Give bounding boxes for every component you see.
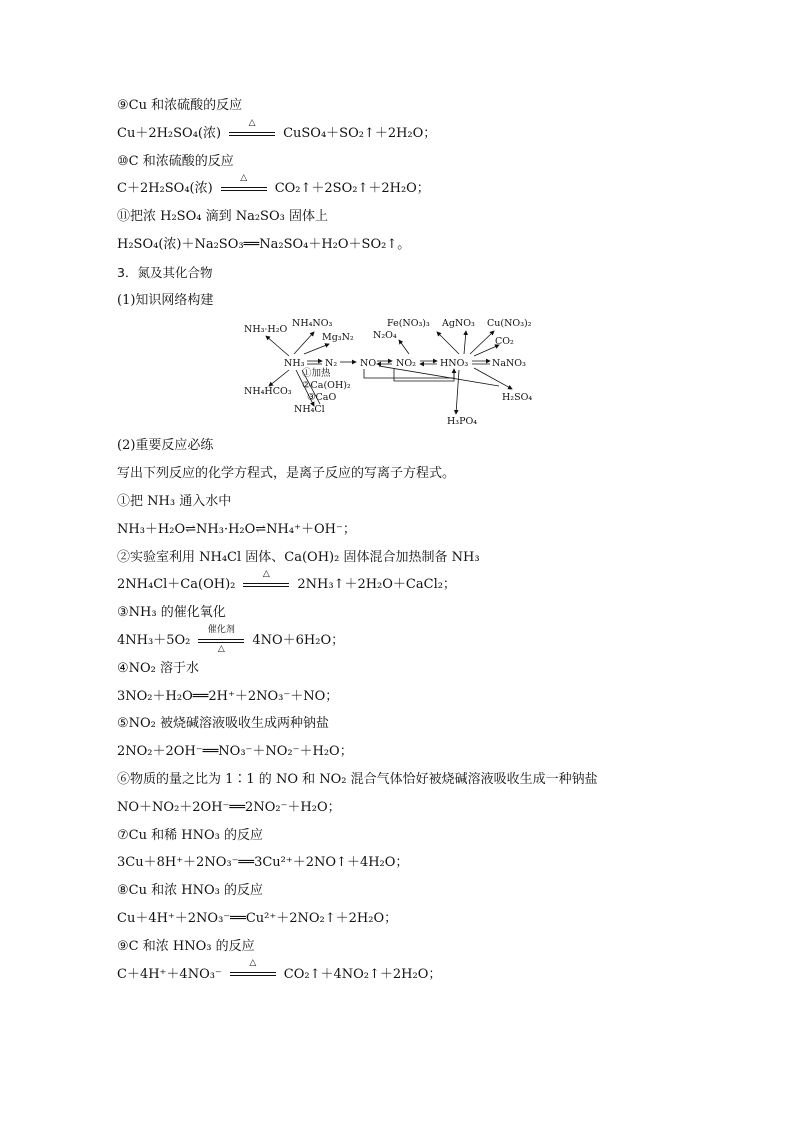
node-co2: CO₂: [495, 336, 514, 348]
reaction-title-c-h2so4: ⑩C 和浓硫酸的反应: [117, 153, 234, 169]
equation: Cu＋4H⁺＋2NO₃⁻══Cu²⁺＋2NO₂↑＋2H₂O；: [117, 910, 398, 926]
node-agno3: AgNO₃: [442, 318, 475, 330]
equation-left: 4NH₃＋5O₂: [117, 632, 191, 648]
node-nh4cl: NH₄Cl: [294, 404, 325, 416]
equation-na2so3: H₂SO₄(浓)＋Na₂SO₃══Na₂SO₄＋H₂O＋SO₂↑。: [117, 236, 411, 252]
nitrogen-network-diagram: [117, 314, 697, 432]
node-nh3h2o: NH₃·H₂O: [244, 324, 288, 336]
reaction-title: ①把 NH₃ 通入水中: [117, 493, 232, 509]
node-nh3: NH₃: [284, 358, 305, 370]
catalyst-condition: 催化剂 △: [196, 634, 246, 648]
node-h2so4: H₂SO₄: [502, 392, 533, 404]
reaction-title: ⑥物质的量之比为 1∶1 的 NO 和 NO₂ 混合气体恰好被烧碱溶液吸收生成一种钠盐: [117, 771, 598, 787]
equation: 3NO₂＋H₂O══2H⁺＋2NO₃⁻＋NO；: [117, 688, 339, 704]
equation-left: C＋4H⁺＋4NO₃⁻: [117, 966, 222, 982]
heat-condition: △: [241, 578, 291, 592]
reaction-title: ⑦Cu 和稀 HNO₃ 的反应: [117, 827, 263, 843]
subsection-heading: (2)重要反应必练: [117, 438, 214, 454]
node-n2o4: N₂O₄: [373, 330, 397, 342]
equation-cu-h2so4: [117, 117, 437, 148]
equation-left: Cu＋2H₂SO₄(浓): [117, 125, 222, 141]
cond-cao: ③CaO: [307, 392, 337, 404]
equation-right: CuSO₄＋SO₂↑＋2H₂O；: [283, 125, 437, 141]
heat-condition: △: [228, 967, 278, 981]
equation-c-h2so4: [117, 175, 430, 203]
equation-right: CO₂↑＋4NO₂↑＋2H₂O；: [283, 966, 442, 982]
heat-condition: △: [219, 182, 269, 196]
equation: [117, 958, 442, 989]
equation: NO＋NO₂＋2OH⁻══2NO₂⁻＋H₂O；: [117, 799, 341, 815]
reaction-title-cu-h2so4: ⑨Cu 和浓硫酸的反应: [117, 98, 243, 113]
reaction-title: ⑨C 和浓 HNO₃ 的反应: [117, 938, 255, 954]
node-nh4hco3: NH₄HCO₃: [244, 386, 292, 398]
equation: 3Cu＋8H⁺＋2NO₃⁻══3Cu²⁺＋2NO↑＋4H₂O；: [117, 855, 409, 871]
node-hno3: HNO₃: [440, 358, 469, 370]
node-nano3: NaNO₃: [492, 358, 526, 370]
node-no2: NO₂: [396, 358, 416, 370]
equation-left: 2NH₄Cl＋Ca(OH)₂: [117, 577, 236, 593]
network-svg: [244, 314, 574, 432]
node-feno3: Fe(NO₃)₃: [387, 318, 430, 330]
node-n2: N₂: [325, 358, 338, 370]
node-no: NO: [360, 358, 377, 370]
equation-left: C＋2H₂SO₄(浓): [117, 181, 213, 197]
instruction: 写出下列反应的化学方程式，是离子反应的写离子方程式。: [117, 466, 456, 482]
equation: [117, 571, 456, 599]
reaction-title: ⑧Cu 和浓 HNO₃ 的反应: [117, 883, 263, 899]
equation: NH₃＋H₂O⇌NH₃·H₂O⇌NH₄⁺＋OH⁻；: [117, 521, 356, 537]
reaction-title: ②实验室利用 NH₄Cl 固体、Ca(OH)₂ 固体混合加热制备 NH₃: [117, 549, 480, 565]
reaction-title-na2so3: ⑪把浓 H₂SO₄ 滴到 Na₂SO₃ 固体上: [117, 209, 328, 225]
document-page: [117, 92, 697, 988]
equation-right: CO₂↑＋2SO₂↑＋2H₂O；: [274, 181, 430, 197]
equation: 2NO₂＋2OH⁻══NO₃⁻＋NO₂⁻＋H₂O；: [117, 744, 353, 760]
reaction-title: ③NH₃ 的催化氧化: [117, 605, 226, 621]
cond-heat: ①加热: [302, 368, 331, 380]
reaction-title: ⑤NO₂ 被烧碱溶液吸收生成两种钠盐: [117, 716, 330, 732]
cond-caoh2: ②Ca(OH)₂: [302, 380, 351, 392]
subsection-heading: (1)知识网络构建: [117, 292, 214, 308]
node-h3po4: H₃PO₄: [447, 416, 478, 428]
equation: [117, 624, 345, 655]
node-cuno3: Cu(NO₃)₂: [487, 318, 532, 330]
reaction-title: ④NO₂ 溶于水: [117, 660, 200, 676]
equation-right: 2NH₃↑＋2H₂O＋CaCl₂；: [297, 577, 456, 593]
heat-condition: △: [227, 127, 277, 141]
equation-right: 4NO＋6H₂O；: [252, 632, 345, 648]
node-mg3n2: Mg₃N₂: [322, 332, 354, 344]
section-heading: 3．氮及其化合物: [117, 264, 213, 280]
node-nh4no3: NH₄NO₃: [292, 318, 333, 330]
